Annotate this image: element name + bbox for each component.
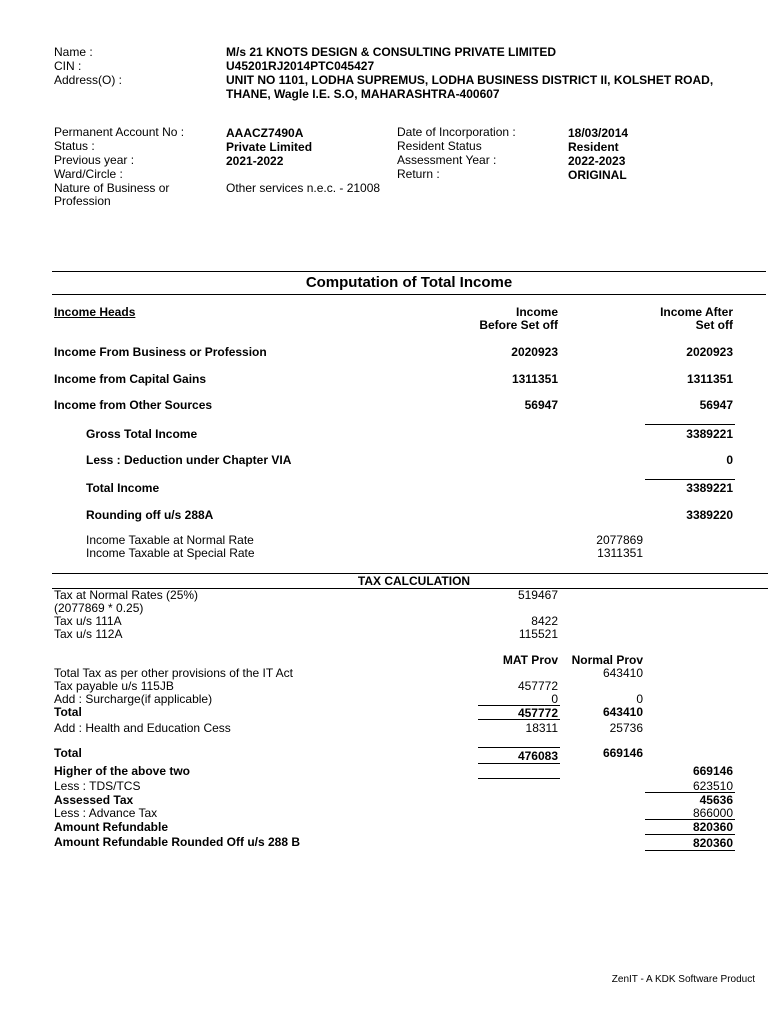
income-head-label: Income From Business or Profession — [54, 345, 267, 359]
normal-rates-formula: (2077869 * 0.25) — [54, 601, 144, 615]
normal-prov-head: Normal Prov — [571, 653, 643, 667]
assessed-value: 45636 — [699, 793, 733, 807]
deduction-label: Less : Deduction under Chapter VIA — [86, 453, 292, 467]
title-top-rule — [52, 271, 766, 272]
income-head-label: Income from Capital Gains — [54, 372, 207, 386]
tds-value: 623510 — [692, 779, 733, 793]
refund-rounded-rule — [645, 834, 735, 835]
col-after-1: Income After — [660, 305, 733, 319]
refundable-value: 820360 — [692, 820, 733, 834]
rounding-label: Rounding off u/s 288A — [86, 508, 214, 522]
advance-label: Less : Advance Tax — [54, 806, 158, 820]
income-after-value: 56947 — [699, 398, 733, 412]
surcharge-normal: 0 — [636, 692, 643, 706]
total1-label: Total — [54, 705, 82, 719]
total-income-label: Total Income — [86, 481, 160, 495]
higher-label: Higher of the above two — [54, 764, 191, 778]
total2-normal: 669146 — [602, 746, 643, 760]
payable-115jb-label: Tax payable u/s 115JB — [54, 679, 174, 693]
company-name: M/s 21 KNOTS DESIGN & CONSULTING PRIVATE LIMITED — [226, 45, 557, 59]
cin-value: U45201RJ2014PTC045427 — [226, 59, 375, 73]
normal-rates-value: 519467 — [517, 588, 558, 602]
income-before-value: 1311351 — [511, 372, 558, 386]
gross-rule — [645, 424, 735, 425]
refund-rounded-value: 820360 — [692, 836, 733, 850]
total2-label: Total — [54, 746, 82, 760]
address-line-1: UNIT NO 1101, LODHA SUPREMUS, LODHA BUSINESS DISTRICT II, KOLSHET ROAD, — [226, 73, 714, 87]
prev-year-label: Previous year : — [54, 153, 135, 167]
mat-prov-head: MAT Prov — [502, 653, 558, 667]
doi-value: 18/03/2014 — [568, 126, 629, 140]
status-value: Private Limited — [226, 140, 313, 154]
tax-112a-label: Tax u/s 112A — [54, 627, 123, 641]
refund-rounded-label: Amount Refundable Rounded Off u/s 288 B — [54, 835, 301, 849]
total-income-rule — [645, 479, 735, 480]
higher-value: 669146 — [692, 764, 733, 778]
resident-value: Resident — [568, 140, 619, 154]
total2-top-rule — [478, 747, 560, 748]
refundable-label: Amount Refundable — [54, 820, 168, 834]
income-after-value: 2020923 — [686, 345, 733, 359]
normal-rate-value: 2077869 — [596, 533, 643, 547]
prev-year-value: 2021-2022 — [226, 154, 284, 168]
special-rate-label: Income Taxable at Special Rate — [86, 546, 255, 560]
ay-label: Assessment Year : — [397, 153, 497, 167]
gross-total-value: 3389221 — [686, 427, 733, 441]
surcharge-mat: 0 — [551, 692, 558, 706]
total1-bottom-rule — [478, 719, 560, 720]
doi-label: Date of Incorporation : — [397, 125, 516, 139]
total1-mat: 457772 — [517, 706, 558, 720]
assessed-label: Assessed Tax — [54, 793, 134, 807]
nature-label-2: Profession — [54, 194, 111, 208]
total2-mat: 476083 — [517, 749, 558, 763]
total2-mid-rule — [478, 763, 560, 764]
name-label: Name : — [54, 45, 93, 59]
status-label: Status : — [54, 139, 95, 153]
ward-label: Ward/Circle : — [54, 167, 123, 181]
resident-label: Resident Status — [397, 139, 482, 153]
computation-title: Computation of Total Income — [305, 274, 513, 291]
income-after-value: 1311351 — [686, 372, 733, 386]
normal-rates-label: Tax at Normal Rates (25%) — [54, 588, 199, 602]
pan-label: Permanent Account No : — [54, 125, 185, 139]
cess-normal: 25736 — [609, 721, 643, 735]
total-income-value: 3389221 — [686, 481, 733, 495]
return-label: Return : — [397, 167, 440, 181]
gross-total-label: Gross Total Income — [86, 427, 198, 441]
total-tax-other-label: Total Tax as per other provisions of the IT Act — [54, 666, 294, 680]
address-label: Address(O) : — [54, 73, 123, 87]
col-before-2: Before Set off — [479, 318, 558, 332]
tax-111a-label: Tax u/s 111A — [54, 614, 122, 628]
return-value: ORIGINAL — [568, 168, 627, 182]
normal-rate-label: Income Taxable at Normal Rate — [86, 533, 254, 547]
total1-normal: 643410 — [602, 705, 643, 719]
col-income-heads: Income Heads — [54, 305, 136, 319]
tds-label: Less : TDS/TCS — [54, 779, 141, 793]
col-after-2: Set off — [695, 318, 733, 332]
advance-value: 866000 — [692, 806, 733, 820]
pan-value: AAACZ7490A — [226, 126, 304, 140]
total2-bottom-rule — [478, 778, 560, 779]
ay-value: 2022-2023 — [568, 154, 626, 168]
tax-111a-value: 8422 — [531, 614, 558, 628]
income-before-value: 2020923 — [511, 345, 558, 359]
special-rate-value: 1311351 — [597, 546, 643, 560]
nature-label-1: Nature of Business or — [54, 181, 170, 195]
col-before-1: Income — [515, 305, 558, 319]
tax-calculation-title: TAX CALCULATION — [357, 574, 471, 588]
rounding-value: 3389220 — [686, 508, 733, 522]
deduction-value: 0 — [726, 453, 733, 467]
cess-mat: 18311 — [525, 721, 558, 735]
payable-115jb-mat: 457772 — [517, 679, 558, 693]
cin-label: CIN : — [54, 59, 82, 73]
income-head-label: Income from Other Sources — [54, 398, 213, 412]
surcharge-label: Add : Surcharge(if applicable) — [54, 692, 213, 706]
final-rule — [645, 850, 735, 851]
tax-112a-value: 115521 — [518, 627, 558, 641]
cess-label: Add : Health and Education Cess — [54, 721, 231, 735]
title-bottom-rule — [52, 294, 766, 295]
address-line-2: THANE, Wagle I.E. S.O, MAHARASHTRA-400607 — [226, 87, 500, 101]
total-tax-other-normal: 643410 — [602, 666, 643, 680]
income-before-value: 56947 — [524, 398, 558, 412]
nature-value: Other services n.e.c. - 21008 — [226, 181, 381, 195]
footer-product: ZenIT - A KDK Software Product — [611, 974, 755, 985]
